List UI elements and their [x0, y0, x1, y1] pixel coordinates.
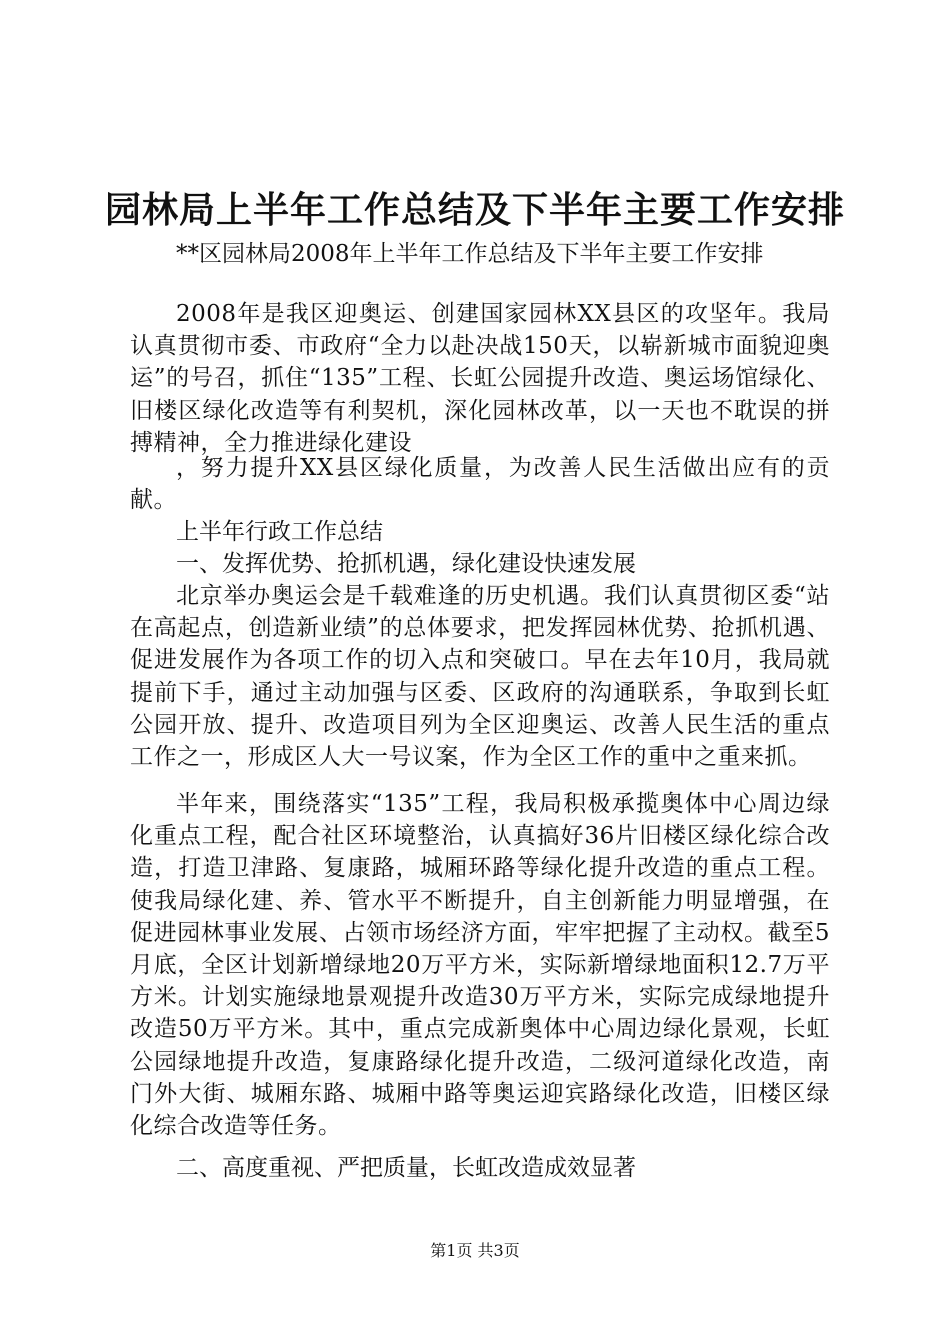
body-paragraph-1: 北京举办奥运会是千载难逢的历史机遇。我们认真贯彻区委“站在高起点，创造新业绩”的总体要求，把发挥园林优势、抢抓机遇、促进发展作为各项工作的切入点和突破口。早在去年10月，我局就提前下手，通过主动加强与区委、区政府的沟通联系，争取到长虹公园开放、提升、改造项目列为全区迎奥运、改善人民生活的重点工作之一，形成区人大一号议案，作为全区工作的重中之重来抓。: [130, 583, 830, 771]
subsection-heading-2: 二、高度重视、严把质量，长虹改造成效显著: [176, 1155, 636, 1181]
section-heading: 上半年行政工作总结: [176, 519, 383, 545]
subsection-heading-1: 一、发挥优势、抢抓机遇，绿化建设快速发展: [176, 551, 636, 577]
page-footer: 第1页 共3页: [430, 1241, 520, 1260]
document-subtitle: **区园林局2008年上半年工作总结及下半年主要工作安排: [176, 241, 764, 267]
page-title: 园林局上半年工作总结及下半年主要工作安排: [104, 189, 845, 231]
intro-paragraph: 2008年是我区迎奥运、创建国家园林XX县区的攻坚年。我局认真贯彻市委、市政府“全力以赴决战150天，以崭新城市面貌迎奥运”的号召，抓住“135”工程、长虹公园提升改造、奥运场馆绿化、旧楼区绿化改造等有利契机，深化园林改革，以一天也不耽误的拼搏精神，全力推进绿化建设: [130, 301, 830, 456]
body-paragraph-2: 半年来，围绕落实“135”工程，我局积极承揽奥体中心周边绿化重点工程，配合社区环境整治，认真搞好36片旧楼区绿化综合改造，打造卫津路、复康路，城厢环路等绿化提升改造的重点工程。使我局绿化建、养、管水平不断提升，自主创新能力明显增强，在促进园林事业发展、占领市场经济方面，牢牢把握了主动权。截至5月底，全区计划新增绿地20万平方米，实际新增绿地面积12.7万平方米。计划实施绿地景观提升改造30万平方米，实际完成绿地提升改造50万平方米。其中，重点完成新奥体中心周边绿化景观，长虹公园绿地提升改造，复康路绿化提升改造，二级河道绿化改造，南门外大街、城厢东路、城厢中路等奥运迎宾路绿化改造，旧楼区绿化综合改造等任务。: [130, 791, 830, 1140]
intro-continuation: ，努力提升XX县区绿化质量，为改善人民生活做出应有的贡献。: [130, 455, 830, 514]
